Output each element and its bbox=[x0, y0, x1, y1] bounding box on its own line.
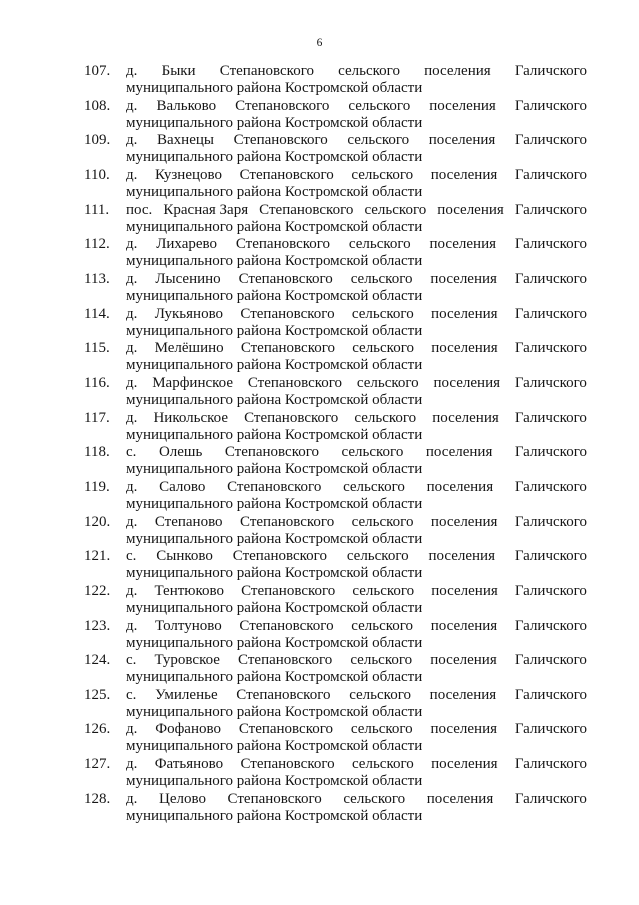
district-name: Галичского bbox=[514, 686, 587, 703]
district-name: Галичского bbox=[514, 652, 587, 669]
item-line-1 bbox=[126, 271, 587, 288]
item-line-2: муниципального района Костромской области bbox=[126, 634, 423, 651]
item-number: 120. bbox=[84, 513, 111, 530]
word-rural: сельского bbox=[343, 790, 406, 807]
settlement-name: Толтуново bbox=[155, 617, 222, 634]
settlement-name: Сынково bbox=[156, 548, 213, 565]
word-settlement: поселения bbox=[429, 236, 497, 253]
item-number: 108. bbox=[84, 97, 111, 114]
item-number: 117. bbox=[84, 409, 110, 426]
item-line-2: муниципального района Костромской области bbox=[126, 599, 423, 616]
word-rural: сельского bbox=[341, 444, 404, 461]
district-name: Галичского bbox=[514, 201, 587, 218]
word-settlement: поселения bbox=[429, 686, 497, 703]
settlement-type: с. bbox=[126, 444, 137, 461]
settlement-type: с. bbox=[126, 548, 137, 565]
word-rural: сельского bbox=[356, 374, 419, 391]
word-rural: сельского bbox=[343, 478, 405, 495]
word-rural: сельского bbox=[349, 686, 411, 703]
item-number: 121. bbox=[84, 548, 111, 565]
settlement-name: Мелёшино bbox=[154, 340, 224, 357]
settlement-type: с. bbox=[126, 686, 137, 703]
word-settlement: поселения bbox=[432, 409, 499, 426]
rural-settlement: Степановского bbox=[241, 582, 336, 599]
item-line-1 bbox=[126, 618, 587, 635]
district-name: Галичского bbox=[514, 756, 587, 773]
item-line-1 bbox=[126, 514, 587, 531]
rural-settlement: Степановского bbox=[236, 686, 331, 703]
word-rural: сельского bbox=[351, 513, 414, 530]
rural-settlement: Степановского bbox=[238, 652, 333, 669]
item-line-1 bbox=[126, 756, 587, 773]
item-number: 110. bbox=[84, 166, 110, 183]
settlement-name: Умиленье bbox=[155, 686, 218, 703]
list-item bbox=[84, 618, 587, 653]
word-settlement: поселения bbox=[433, 374, 500, 391]
district-name: Галичского bbox=[514, 478, 587, 495]
word-rural: сельского bbox=[351, 166, 414, 183]
list-item bbox=[84, 132, 587, 167]
word-settlement: поселения bbox=[428, 548, 495, 565]
rural-settlement: Степановского bbox=[227, 790, 322, 807]
word-rural: сельского bbox=[351, 617, 414, 634]
item-number: 111. bbox=[84, 201, 110, 218]
settlement-type: д. bbox=[126, 340, 138, 357]
word-settlement: поселения bbox=[426, 790, 494, 807]
item-line-1 bbox=[126, 410, 587, 427]
settlement-type: д. bbox=[126, 132, 138, 149]
list-item bbox=[84, 236, 587, 271]
district-name: Галичского bbox=[514, 63, 587, 79]
settlement-name: Быки bbox=[161, 63, 196, 79]
rural-settlement: Степановского bbox=[219, 63, 314, 79]
item-line-2: муниципального района Костромской области bbox=[126, 183, 423, 200]
item-number: 118. bbox=[84, 444, 110, 461]
settlement-name: Степаново bbox=[154, 513, 223, 530]
word-settlement: поселения bbox=[428, 132, 496, 149]
settlement-name: Целово bbox=[158, 790, 206, 807]
item-line-1 bbox=[126, 791, 587, 808]
word-settlement: поселения bbox=[437, 201, 504, 218]
item-line-1 bbox=[126, 63, 587, 80]
district-name: Галичского bbox=[514, 340, 587, 357]
item-line-2: муниципального района Костромской области bbox=[126, 322, 423, 339]
rural-settlement: Степановского bbox=[240, 305, 335, 322]
rural-settlement: Степановского bbox=[235, 236, 331, 253]
item-line-2: муниципального района Костромской области bbox=[126, 357, 423, 374]
settlement-type: д. bbox=[126, 97, 138, 114]
item-line-1 bbox=[126, 98, 587, 115]
word-settlement: поселения bbox=[425, 444, 493, 461]
rural-settlement: Степановского bbox=[239, 617, 334, 634]
settlement-type: д. bbox=[126, 305, 138, 322]
settlement-type: д. bbox=[126, 374, 138, 391]
item-line-2: муниципального района Костромской области bbox=[126, 703, 423, 720]
list-item bbox=[84, 410, 587, 445]
word-rural: сельского bbox=[350, 652, 413, 669]
district-name: Галичского bbox=[514, 790, 587, 807]
item-line-2: муниципального района Костромской области bbox=[126, 807, 423, 824]
list-item bbox=[84, 721, 587, 756]
settlement-name: Вальково bbox=[156, 97, 217, 114]
item-line-2: муниципального района Костромской области bbox=[126, 669, 423, 686]
settlement-name: Фофаново bbox=[155, 721, 221, 738]
item-line-1 bbox=[126, 583, 587, 600]
list-item bbox=[84, 202, 587, 237]
word-settlement: поселения bbox=[429, 97, 496, 114]
list-item bbox=[84, 652, 587, 687]
item-line-1 bbox=[126, 340, 587, 357]
item-line-2: муниципального района Костромской области bbox=[126, 287, 423, 304]
list-item bbox=[84, 514, 587, 549]
district-name: Галичского bbox=[514, 721, 587, 738]
settlement-type: д. bbox=[126, 166, 138, 183]
item-number: 128. bbox=[84, 790, 111, 807]
settlement-name: Никольское bbox=[153, 409, 229, 426]
word-settlement: поселения bbox=[431, 756, 498, 773]
settlement-type: д. bbox=[126, 409, 138, 426]
item-line-2: муниципального района Костромской области bbox=[126, 461, 423, 478]
word-settlement: поселения bbox=[430, 166, 498, 183]
word-settlement: поселения bbox=[430, 513, 498, 530]
list-item bbox=[84, 63, 587, 98]
settlement-name: Фатьяново bbox=[154, 756, 224, 773]
list-item bbox=[84, 306, 587, 341]
item-number: 119. bbox=[84, 478, 110, 495]
settlement-type: пос. bbox=[126, 201, 153, 218]
item-line-1 bbox=[126, 167, 587, 184]
item-line-2: муниципального района Костромской области bbox=[126, 530, 423, 547]
item-line-1 bbox=[126, 444, 587, 461]
page-number: 6 bbox=[316, 37, 323, 49]
item-number: 114. bbox=[84, 305, 110, 322]
settlement-name: Лысенино bbox=[155, 270, 221, 287]
item-number: 115. bbox=[84, 340, 110, 357]
rural-settlement: Степановского bbox=[239, 166, 334, 183]
settlement-type: д. bbox=[126, 582, 138, 599]
list-item bbox=[84, 98, 587, 133]
word-rural: сельского bbox=[364, 201, 427, 218]
settlement-type: д. bbox=[126, 756, 138, 773]
district-name: Галичского bbox=[514, 97, 587, 114]
item-number: 113. bbox=[84, 270, 110, 287]
settlement-name: Салово bbox=[159, 478, 206, 495]
item-line-2: муниципального района Костромской области bbox=[126, 391, 423, 408]
settlement-list bbox=[84, 63, 587, 825]
district-name: Галичского bbox=[514, 132, 587, 149]
rural-settlement: Степановского bbox=[224, 444, 320, 461]
list-item bbox=[84, 583, 587, 618]
word-rural: сельского bbox=[338, 63, 400, 79]
list-item bbox=[84, 687, 587, 722]
list-item bbox=[84, 271, 587, 306]
rural-settlement: Степановского bbox=[244, 409, 339, 426]
settlement-type: с. bbox=[126, 652, 137, 669]
item-number: 125. bbox=[84, 686, 111, 703]
rural-settlement: Степановского bbox=[247, 374, 343, 391]
district-name: Галичского bbox=[514, 374, 587, 391]
item-number: 107. bbox=[84, 63, 111, 79]
item-number: 122. bbox=[84, 582, 111, 599]
word-rural: сельского bbox=[348, 236, 411, 253]
settlement-name: Лукьяново bbox=[154, 305, 224, 322]
word-rural: сельского bbox=[354, 409, 417, 426]
rural-settlement: Степановского bbox=[227, 478, 322, 495]
list-item bbox=[84, 375, 587, 410]
list-item bbox=[84, 444, 587, 479]
item-line-1 bbox=[126, 652, 587, 669]
item-number: 123. bbox=[84, 617, 111, 634]
item-line-2: муниципального района Костромской области bbox=[126, 114, 423, 131]
list-item bbox=[84, 791, 587, 826]
rural-settlement: Степановского bbox=[240, 340, 336, 357]
item-number: 112. bbox=[84, 236, 110, 253]
word-settlement: поселения bbox=[431, 340, 498, 357]
item-line-2: муниципального района Костромской области bbox=[126, 149, 423, 166]
word-rural: сельского bbox=[351, 305, 414, 322]
word-rural: сельского bbox=[348, 97, 411, 114]
word-rural: сельского bbox=[350, 721, 413, 738]
district-name: Галичского bbox=[514, 409, 587, 426]
word-settlement: поселения bbox=[430, 270, 497, 287]
settlement-name: Тентюково bbox=[154, 582, 225, 599]
item-line-2: муниципального района Костромской области bbox=[126, 495, 423, 512]
item-line-1 bbox=[126, 202, 587, 219]
item-number: 126. bbox=[84, 721, 111, 738]
word-rural: сельского bbox=[347, 132, 410, 149]
list-item bbox=[84, 479, 587, 514]
rural-settlement: Степановского bbox=[238, 270, 333, 287]
item-line-2: муниципального района Костромской области bbox=[126, 80, 423, 96]
district-name: Галичского bbox=[514, 444, 587, 461]
settlement-name: Красная Заря bbox=[163, 201, 249, 218]
word-rural: сельского bbox=[346, 548, 409, 565]
item-line-2: муниципального района Костромской области bbox=[126, 773, 423, 790]
rural-settlement: Степановского bbox=[238, 721, 334, 738]
item-line-1 bbox=[126, 721, 587, 738]
item-line-2: муниципального района Костромской области bbox=[126, 218, 423, 235]
settlement-type: д. bbox=[126, 513, 138, 530]
item-number: 124. bbox=[84, 652, 111, 669]
word-settlement: поселения bbox=[431, 305, 498, 322]
word-rural: сельского bbox=[352, 340, 414, 357]
rural-settlement: Степановского bbox=[259, 201, 354, 218]
district-name: Галичского bbox=[514, 582, 587, 599]
list-item bbox=[84, 340, 587, 375]
item-number: 116. bbox=[84, 374, 110, 391]
item-line-1 bbox=[126, 687, 587, 704]
list-item bbox=[84, 167, 587, 202]
list-item bbox=[84, 756, 587, 791]
item-line-1 bbox=[126, 375, 587, 392]
settlement-type: д. bbox=[126, 617, 138, 634]
settlement-name: Лихарево bbox=[156, 236, 218, 253]
rural-settlement: Степановского bbox=[240, 513, 335, 530]
settlement-name: Вахнецы bbox=[157, 132, 214, 149]
word-settlement: поселения bbox=[426, 478, 494, 495]
item-number: 109. bbox=[84, 132, 111, 149]
rural-settlement: Степановского bbox=[235, 97, 330, 114]
settlement-name: Олешь bbox=[158, 444, 203, 461]
word-settlement: поселения bbox=[430, 652, 497, 669]
settlement-name: Туровское bbox=[154, 652, 220, 669]
rural-settlement: Степановского bbox=[233, 132, 328, 149]
district-name: Галичского bbox=[514, 513, 587, 530]
settlement-name: Марфинское bbox=[152, 374, 234, 391]
word-settlement: поселения bbox=[430, 617, 498, 634]
item-number: 127. bbox=[84, 756, 111, 773]
district-name: Галичского bbox=[514, 617, 587, 634]
item-line-2: муниципального района Костромской области bbox=[126, 738, 423, 755]
settlement-type: д. bbox=[126, 790, 138, 807]
district-name: Галичского bbox=[514, 236, 587, 253]
settlement-type: д. bbox=[126, 721, 138, 738]
item-line-1 bbox=[126, 132, 587, 149]
word-rural: сельского bbox=[351, 756, 414, 773]
item-line-2: муниципального района Костромской области bbox=[126, 253, 423, 270]
district-name: Галичского bbox=[514, 166, 587, 183]
item-line-2: муниципального района Костромской области bbox=[126, 565, 423, 582]
district-name: Галичского bbox=[514, 270, 587, 287]
item-line-2: муниципального района Костромской области bbox=[126, 426, 423, 443]
district-name: Галичского bbox=[514, 548, 587, 565]
rural-settlement: Степановского bbox=[232, 548, 327, 565]
settlement-type: д. bbox=[126, 270, 138, 287]
item-line-1 bbox=[126, 236, 587, 253]
district-name: Галичского bbox=[514, 305, 587, 322]
settlement-type: д. bbox=[126, 236, 138, 253]
word-settlement: поселения bbox=[424, 63, 491, 79]
word-rural: сельского bbox=[352, 582, 415, 599]
item-line-1 bbox=[126, 548, 587, 565]
list-item bbox=[84, 548, 587, 583]
item-line-1 bbox=[126, 306, 587, 323]
settlement-type: д. bbox=[126, 478, 138, 495]
word-settlement: поселения bbox=[430, 721, 498, 738]
item-line-1 bbox=[126, 479, 587, 496]
settlement-type: д. bbox=[126, 63, 138, 79]
word-settlement: поселения bbox=[431, 582, 498, 599]
settlement-name: Кузнецово bbox=[154, 166, 222, 183]
rural-settlement: Степановского bbox=[240, 756, 335, 773]
word-rural: сельского bbox=[350, 270, 413, 287]
